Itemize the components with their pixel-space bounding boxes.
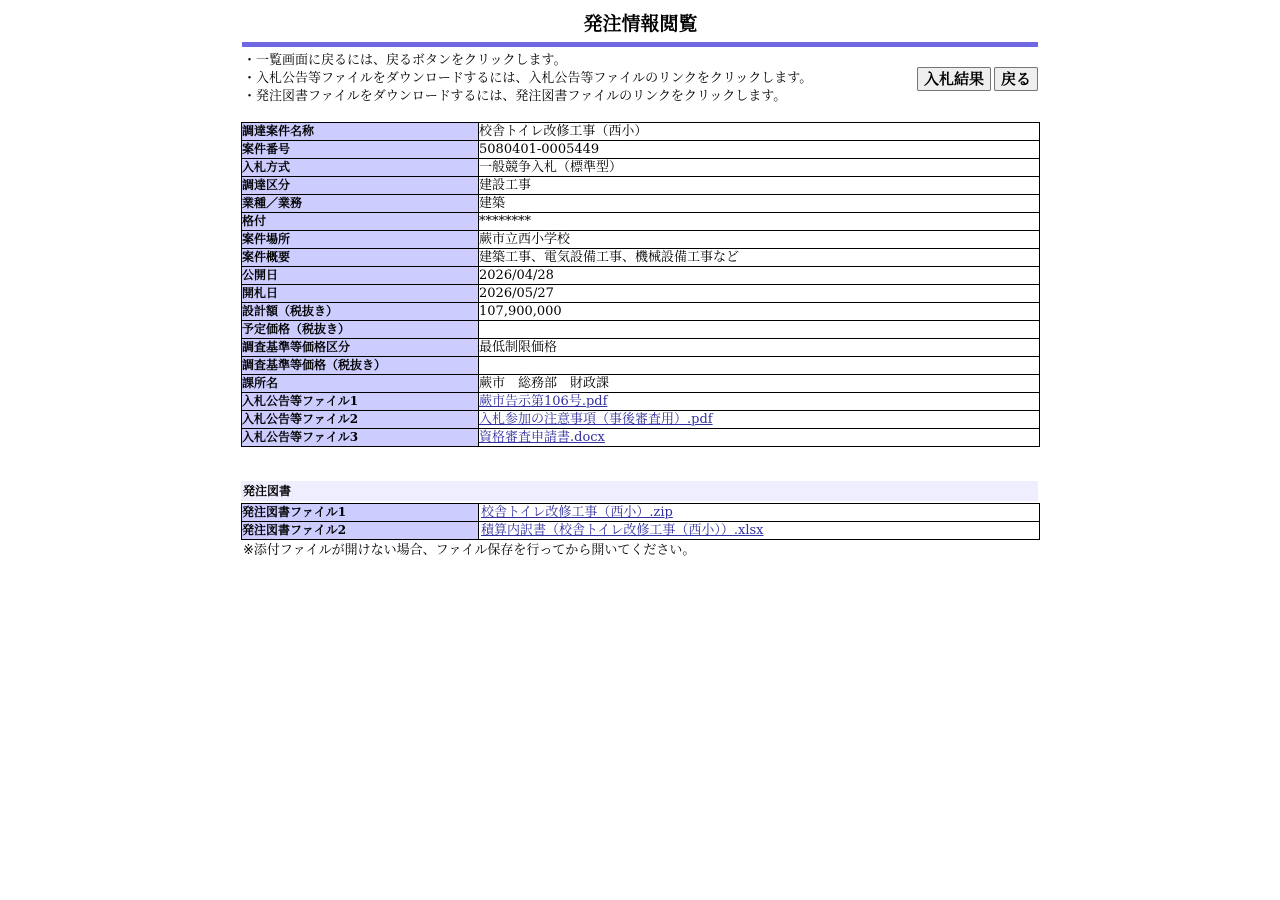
drawings-section-header: 発注図書 [241,481,1038,501]
detail-label: 課所名 [242,375,479,393]
detail-label: 入札公告等ファイル1 [242,393,479,411]
detail-label: 公開日 [242,267,479,285]
detail-value: 建築工事、電気設備工事、機械設備工事など [479,249,1040,267]
detail-value: 2026/04/28 [479,267,1040,285]
page-container [241,0,1040,561]
detail-row [242,159,1040,177]
detail-label: 調査基準等価格（税抜き） [242,357,479,375]
detail-label: 案件場所 [242,231,479,249]
instruction-item: ・入札公告等ファイルをダウンロードするには、入札公告等ファイルのリンクをクリックします。 [243,71,813,86]
detail-value-cell [479,429,1040,447]
notice-file-link[interactable]: 資格審査申請書.docx [479,430,605,445]
detail-value: 蕨市立西小学校 [479,231,1040,249]
detail-value [479,321,1040,339]
detail-label: 入札公告等ファイル3 [242,429,479,447]
detail-row [242,177,1040,195]
detail-row [242,231,1040,249]
detail-row [242,195,1040,213]
detail-label: 業種／業務 [242,195,479,213]
drawings-table [241,503,1040,540]
notice-file-link[interactable]: 蕨市告示第106号.pdf [479,394,608,409]
detail-value [479,357,1040,375]
drawing-row [242,522,1040,540]
detail-value: 一般競争入札（標準型） [479,159,1040,177]
detail-value: 2026/05/27 [479,285,1040,303]
detail-label: 入札公告等ファイル2 [242,411,479,429]
instruction-item: ・一覧画面に戻るには、戻るボタンをクリックします。 [243,53,567,68]
detail-label: 案件番号 [242,141,479,159]
detail-row [242,141,1040,159]
drawing-row [242,504,1040,522]
detail-label: 予定価格（税抜き） [242,321,479,339]
instructions-area [241,47,1040,122]
detail-row [242,357,1040,375]
drawing-value-cell [479,504,1040,522]
detail-row [242,303,1040,321]
notice-file-link[interactable]: 入札参加の注意事項（事後審査用）.pdf [479,412,713,427]
detail-value: 校舎トイレ改修工事（西小） [479,123,1040,141]
detail-label: 案件概要 [242,249,479,267]
detail-label: 入札方式 [242,159,479,177]
detail-value: 107,900,000 [479,303,1040,321]
detail-value: 最低制限価格 [479,339,1040,357]
detail-row [242,429,1040,447]
drawing-value-cell [479,522,1040,540]
drawing-file-link[interactable]: 積算内訳書（校舎トイレ改修工事（西小））.xlsx [481,523,764,538]
detail-row [242,321,1040,339]
detail-label: 調達案件名称 [242,123,479,141]
details-table [241,122,1040,447]
detail-row [242,375,1040,393]
instruction-item: ・発注図書ファイルをダウンロードするには、発注図書ファイルのリンクをクリックします。 [243,89,787,104]
detail-label: 調査基準等価格区分 [242,339,479,357]
detail-row [242,411,1040,429]
detail-value-cell [479,393,1040,411]
detail-row [242,249,1040,267]
drawing-label: 発注図書ファイル2 [242,522,479,540]
detail-value: 5080401-0005449 [479,141,1040,159]
detail-value: ******** [479,213,1040,231]
detail-row [242,393,1040,411]
action-buttons [917,67,1038,91]
detail-label: 格付 [242,213,479,231]
detail-value: 蕨市 総務部 財政課 [479,375,1040,393]
detail-value-cell [479,411,1040,429]
back-button[interactable]: 戻る [994,67,1038,91]
detail-row [242,123,1040,141]
drawing-file-link[interactable]: 校舎トイレ改修工事（西小）.zip [481,505,673,520]
detail-label: 開札日 [242,285,479,303]
detail-row [242,213,1040,231]
page-title: 発注情報閲覧 [583,13,698,35]
attachment-note: ※添付ファイルが開けない場合、ファイル保存を行ってから開いてください。 [243,543,696,558]
detail-row [242,285,1040,303]
detail-value: 建築 [479,195,1040,213]
detail-label: 調達区分 [242,177,479,195]
drawing-label: 発注図書ファイル1 [242,504,479,522]
detail-row [242,267,1040,285]
bid-result-button[interactable]: 入札結果 [917,67,991,91]
detail-label: 設計額（税抜き） [242,303,479,321]
detail-value: 建設工事 [479,177,1040,195]
detail-row [242,339,1040,357]
